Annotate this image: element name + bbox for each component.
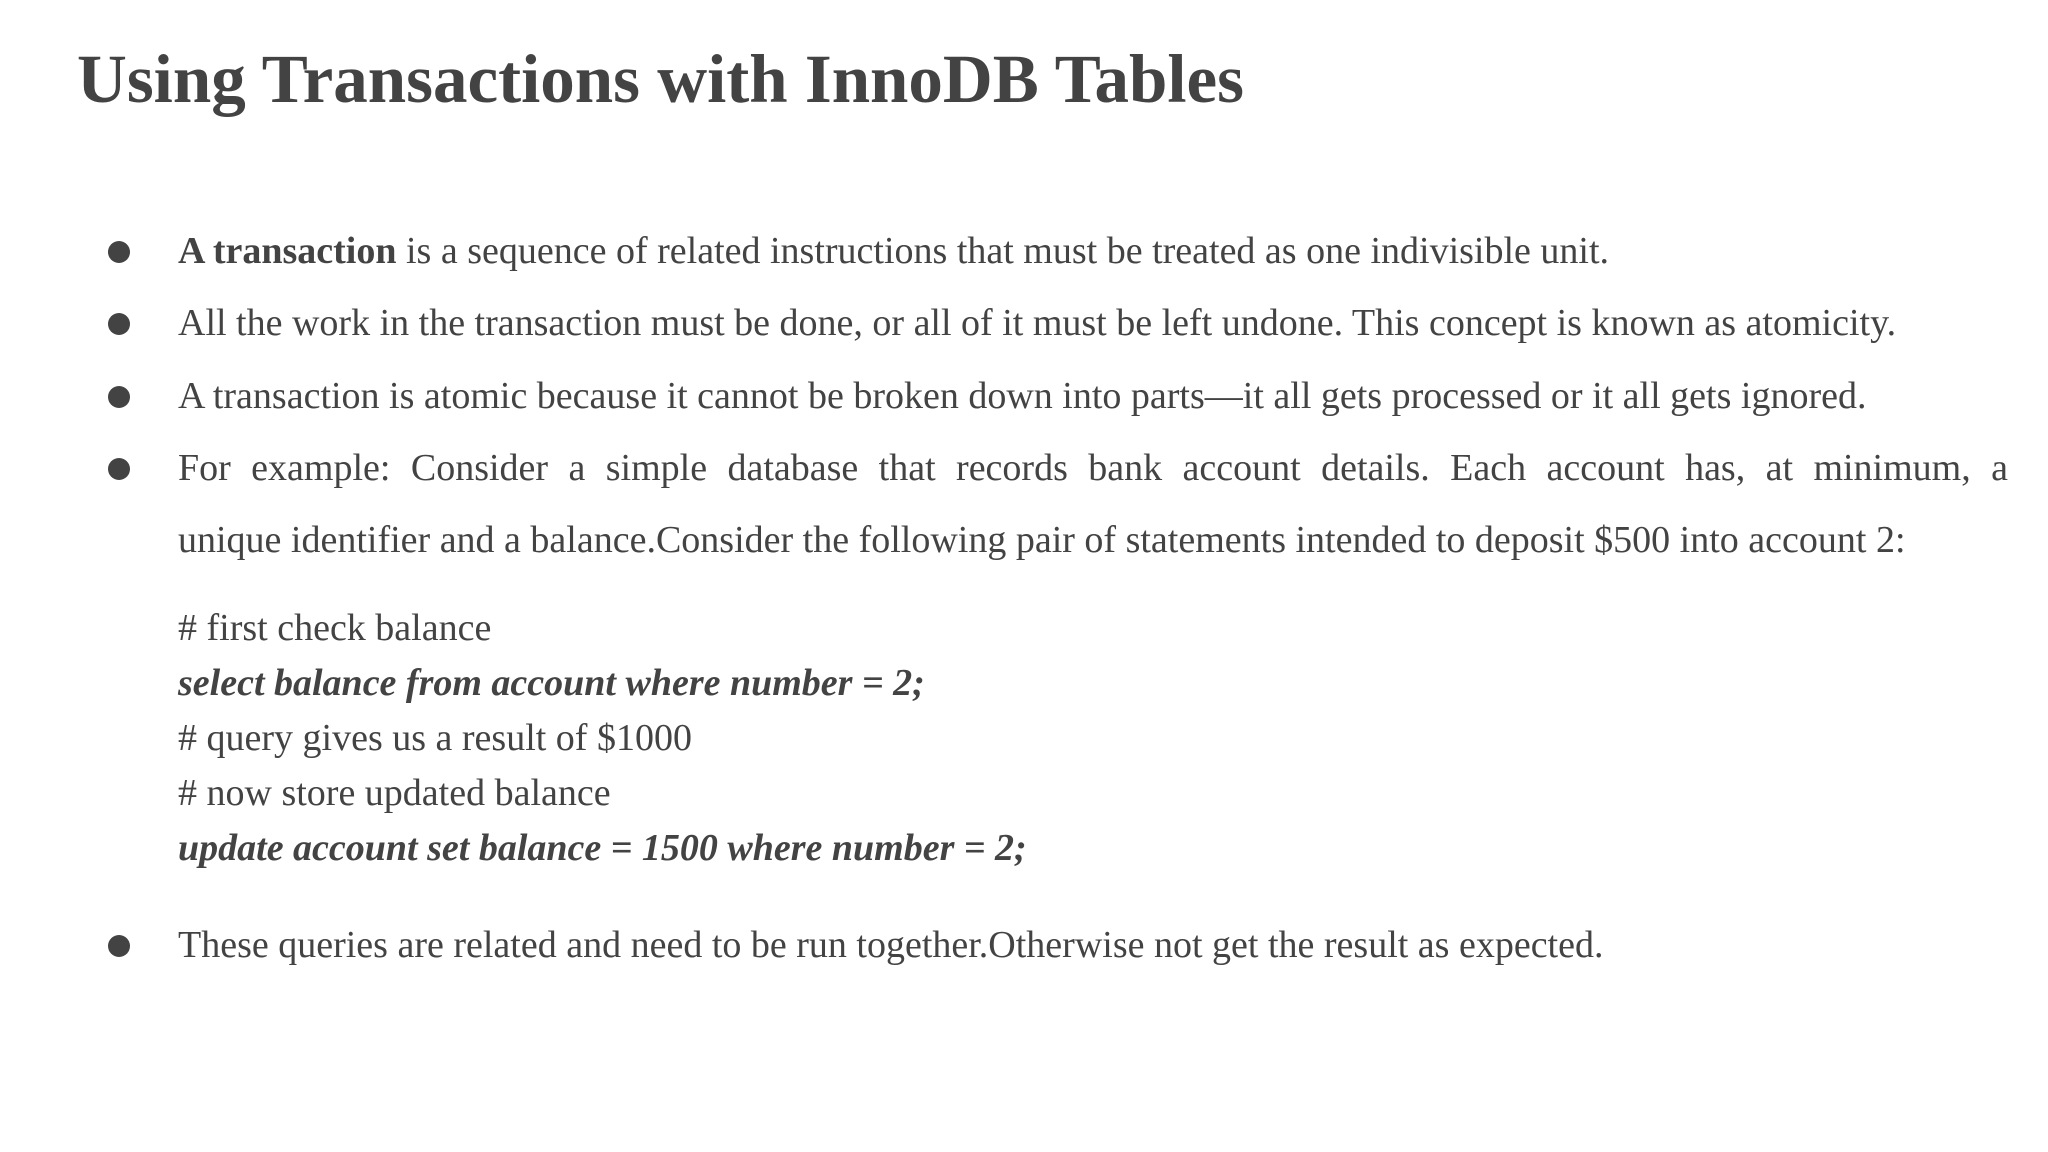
code-statement: select balance from account where number = 2; xyxy=(178,662,925,704)
bullet-dot-icon xyxy=(108,935,130,957)
code-statement: update account set balance = 1500 where number = 2; xyxy=(178,827,1027,869)
bullet-text: A transaction is atomic because it cannot be broken down into parts—it all gets processed or it all gets ignored. xyxy=(178,375,1867,417)
bullet-text: All the work in the transaction must be done, or all of it must be left undone. This concept is known as atomicity. xyxy=(178,302,1897,344)
bullet-dot-icon xyxy=(108,386,130,408)
bullet-text-line-1: For example: Consider a simple database that records bank account details. Each account has, at minimum, a xyxy=(178,447,2008,489)
code-comment: # query gives us a result of $1000 xyxy=(178,717,692,759)
slide-title: Using Transactions with InnoDB Tables xyxy=(77,41,1245,117)
bullet-dot-icon xyxy=(108,241,130,263)
bullet-bold-lead: A transaction xyxy=(178,230,397,272)
bullet-text-rest: is a sequence of related instructions that must be treated as one indivisible unit. xyxy=(396,230,1610,272)
bullet-text: These queries are related and need to be run together.Otherwise not get the result as expected. xyxy=(178,924,1604,966)
code-comment: # now store updated balance xyxy=(178,772,611,814)
bullet-dot-icon xyxy=(108,458,130,480)
bullet-text xyxy=(178,228,1609,274)
bullet-text-line-2: unique identifier and a balance.Consider the following pair of statements intended to deposit $500 into account 2: xyxy=(178,519,1906,561)
bullet-dot-icon xyxy=(108,313,130,335)
code-comment: # first check balance xyxy=(178,607,492,649)
